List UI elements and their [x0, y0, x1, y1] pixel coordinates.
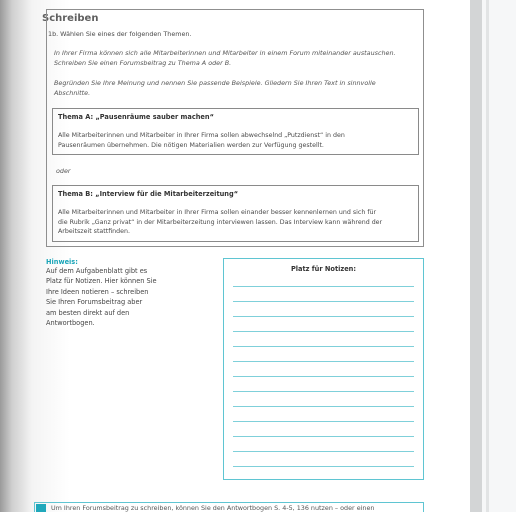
- notes-line: [233, 406, 414, 407]
- bottom-info-box: [34, 502, 424, 512]
- task-reasoning-line: Begründen Sie Ihre Meinung und nennen Sie passende Beispiele. Gliedern Sie Ihren Text in sinnvolle: [54, 79, 376, 87]
- hint-line: Platz für Notizen. Hier können Sie: [46, 277, 157, 286]
- task-scenario: [54, 48, 414, 68]
- notes-line: [233, 466, 414, 467]
- hint-line: Antwortbogen.: [46, 319, 95, 328]
- theme-b-box: [52, 185, 419, 242]
- notes-line: [233, 346, 414, 347]
- theme-b-line: Arbeitszeit stattfinden.: [58, 228, 131, 235]
- theme-b-line: die Rubrik „Ganz privat“ in der Mitarbeiterzeitung interviewen lassen. Das Interview kann während der: [58, 218, 383, 226]
- task-scenario-line: Schreiben Sie einen Forumsbeitrag zu Thema A oder B.: [54, 59, 232, 67]
- info-icon: [36, 504, 46, 512]
- notes-line: [233, 421, 414, 422]
- notes-box: [223, 258, 424, 480]
- notes-line: [233, 286, 414, 287]
- notes-title: Platz für Notizen:: [290, 265, 357, 273]
- notes-line: [233, 436, 414, 437]
- hint-line: Sie Ihren Forumsbeitrag aber: [46, 298, 143, 307]
- hint-line: am besten direkt auf den: [46, 308, 130, 317]
- theme-b-title: Thema B: „Interview für die Mitarbeiterzeitung“: [58, 190, 239, 198]
- page-edge-shadow: [470, 0, 482, 512]
- notes-line: [233, 376, 414, 377]
- task-reasoning-line: Abschnitte.: [54, 89, 91, 97]
- notes-line: [233, 331, 414, 332]
- hint-title: Hinweis:: [46, 258, 78, 266]
- theme-a-box: [52, 108, 419, 155]
- section-heading: Schreiben: [42, 13, 99, 24]
- bottom-info-text: Um Ihren Forumsbeitrag zu schreiben, können Sie den Antwortbogen S. 4-5, 136 nutzen – oder einen: [51, 504, 375, 512]
- notes-line: [233, 391, 414, 392]
- notes-line: [233, 361, 414, 362]
- theme-a-line: Pausenräumen übernehmen. Die nötigen Materialien werden zur Verfügung gestellt.: [58, 141, 324, 149]
- notes-line: [233, 301, 414, 302]
- oder-label: oder: [56, 167, 71, 175]
- theme-a-title: Thema A: „Pausenräume sauber machen“: [58, 113, 214, 121]
- hint-line: Auf dem Aufgabenblatt gibt es: [46, 267, 148, 275]
- notes-line: [233, 451, 414, 452]
- task-instruction: 1b. Wählen Sie eines der folgenden Themen.: [48, 30, 192, 38]
- task-reasoning: [54, 78, 414, 98]
- notes-line: [233, 316, 414, 317]
- theme-b-line: Alle Mitarbeiterinnen und Mitarbeiter in Ihrer Firma sollen einander besser kennenlernen und sich für: [58, 209, 377, 216]
- theme-a-line: Alle Mitarbeiterinnen und Mitarbeiter in Ihrer Firma sollen abwechselnd „Putzdienst“ in den: [58, 132, 345, 139]
- hint-line: Ihre Ideen notieren – schreiben: [46, 287, 149, 296]
- hint-body: [46, 266, 174, 328]
- scrollbar[interactable]: [486, 0, 489, 512]
- theme-b-body: [58, 208, 413, 237]
- task-scenario-line: In Ihrer Firma können sich alle Mitarbeiterinnen und Mitarbeiter in einem Forum miteinander austauschen.: [54, 49, 396, 57]
- theme-a-body: [58, 131, 413, 150]
